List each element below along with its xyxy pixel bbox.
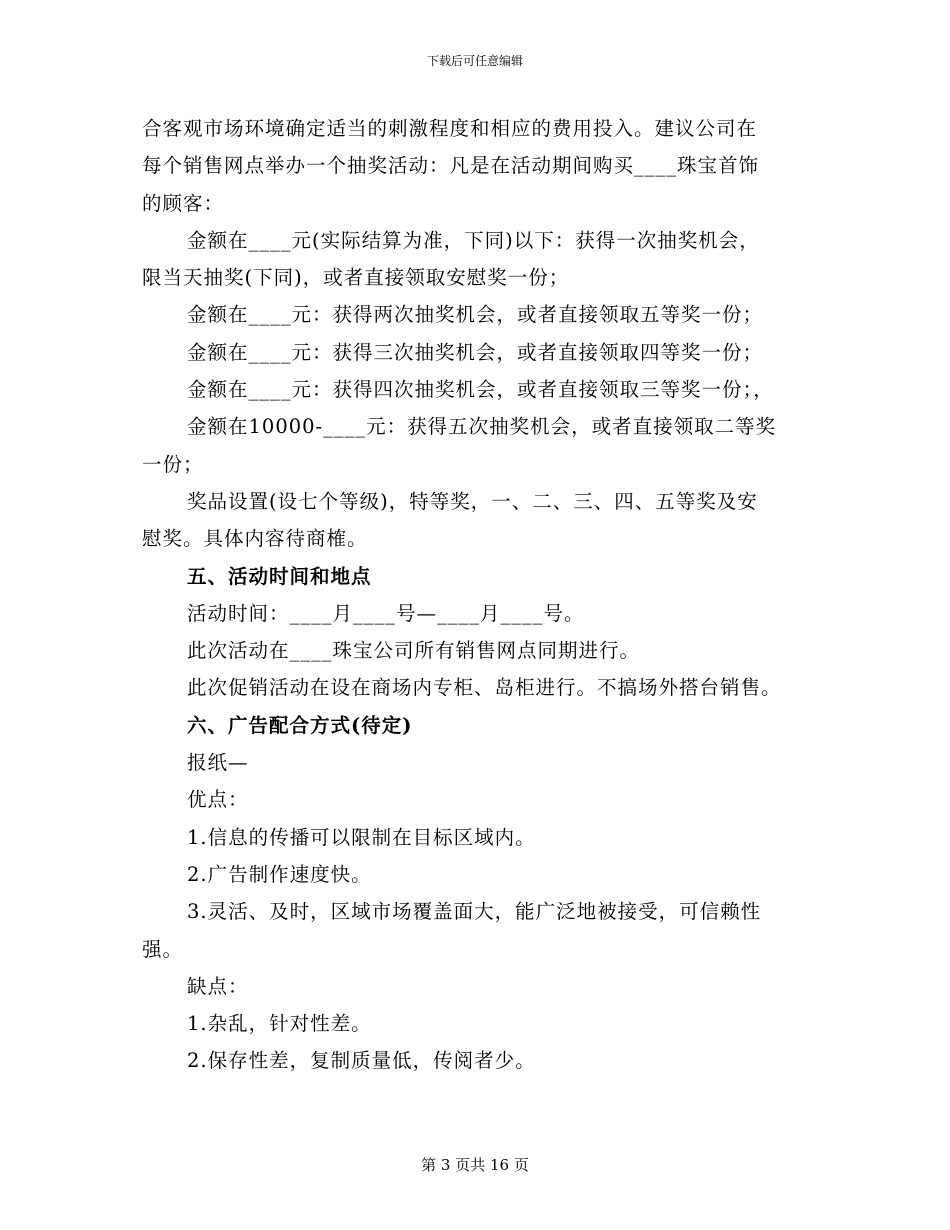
section-heading: 六、广告配合方式(待定) <box>187 713 413 737</box>
paragraph-line: 金额在____元：获得两次抽奖机会，或者直接领取五等奖一份； <box>187 303 764 327</box>
list-item: 2.保存性差，复制质量低，传阅者少。 <box>187 1049 536 1073</box>
paragraph-line: 合客观市场环境确定适当的刺激程度和相应的费用投入。建议公司在 <box>142 117 758 140</box>
page-header: 下载后可任意编辑 <box>426 54 523 68</box>
paragraph-line: 限当天抽奖(下同)，或者直接领取安慰奖一份； <box>142 266 570 290</box>
paragraph-line: 缺点： <box>187 974 249 998</box>
page-footer: 第 3 页共 16 页 <box>421 1156 529 1174</box>
paragraph-line: 此次活动在____珠宝公司所有销售网点同期进行。 <box>187 639 641 663</box>
section-heading: 五、活动时间和地点 <box>187 564 372 588</box>
paragraph-line: 每个销售网点举办一个抽奖活动：凡是在活动期间购买____珠宝首饰 <box>142 154 760 178</box>
paragraph-line: 奖品设置(设七个等级)，特等奖，一、二、三、四、五等奖及安 <box>187 489 758 513</box>
paragraph-line: 金额在____元(实际结算为准，下同)以下：获得一次抽奖机会， <box>187 228 760 252</box>
paragraph-line: 慰奖。具体内容待商榷。 <box>142 527 368 551</box>
paragraph-line: 金额在10000-____元：获得五次抽奖机会，或者直接领取二等奖 <box>187 415 777 439</box>
paragraph-line: 强。 <box>142 937 184 961</box>
list-item: 3.灵活、及时，区域市场覆盖面大，能广泛地被接受，可信赖性 <box>187 900 762 924</box>
document-body <box>142 110 814 1080</box>
paragraph-line: 此次促销活动在设在商场内专柜、岛柜进行。不搞场外搭台销售。 <box>187 676 782 700</box>
paragraph-line: 优点： <box>187 788 249 812</box>
list-item: 1.信息的传播可以限制在目标区域内。 <box>187 825 536 849</box>
paragraph-line: 的顾客： <box>142 191 225 215</box>
paragraph-line: 金额在____元：获得四次抽奖机会，或者直接领取三等奖一份；， <box>187 378 774 402</box>
list-item: 1.杂乱，针对性差。 <box>187 1012 372 1036</box>
paragraph-line: 活动时间：____月____号—____月____号。 <box>187 601 585 625</box>
paragraph-line: 金额在____元：获得三次抽奖机会，或者直接领取四等奖一份； <box>187 340 764 364</box>
list-item: 2.广告制作速度快。 <box>187 862 372 886</box>
paragraph-line: 报纸— <box>187 751 249 775</box>
paragraph-line: 一份； <box>142 452 204 476</box>
